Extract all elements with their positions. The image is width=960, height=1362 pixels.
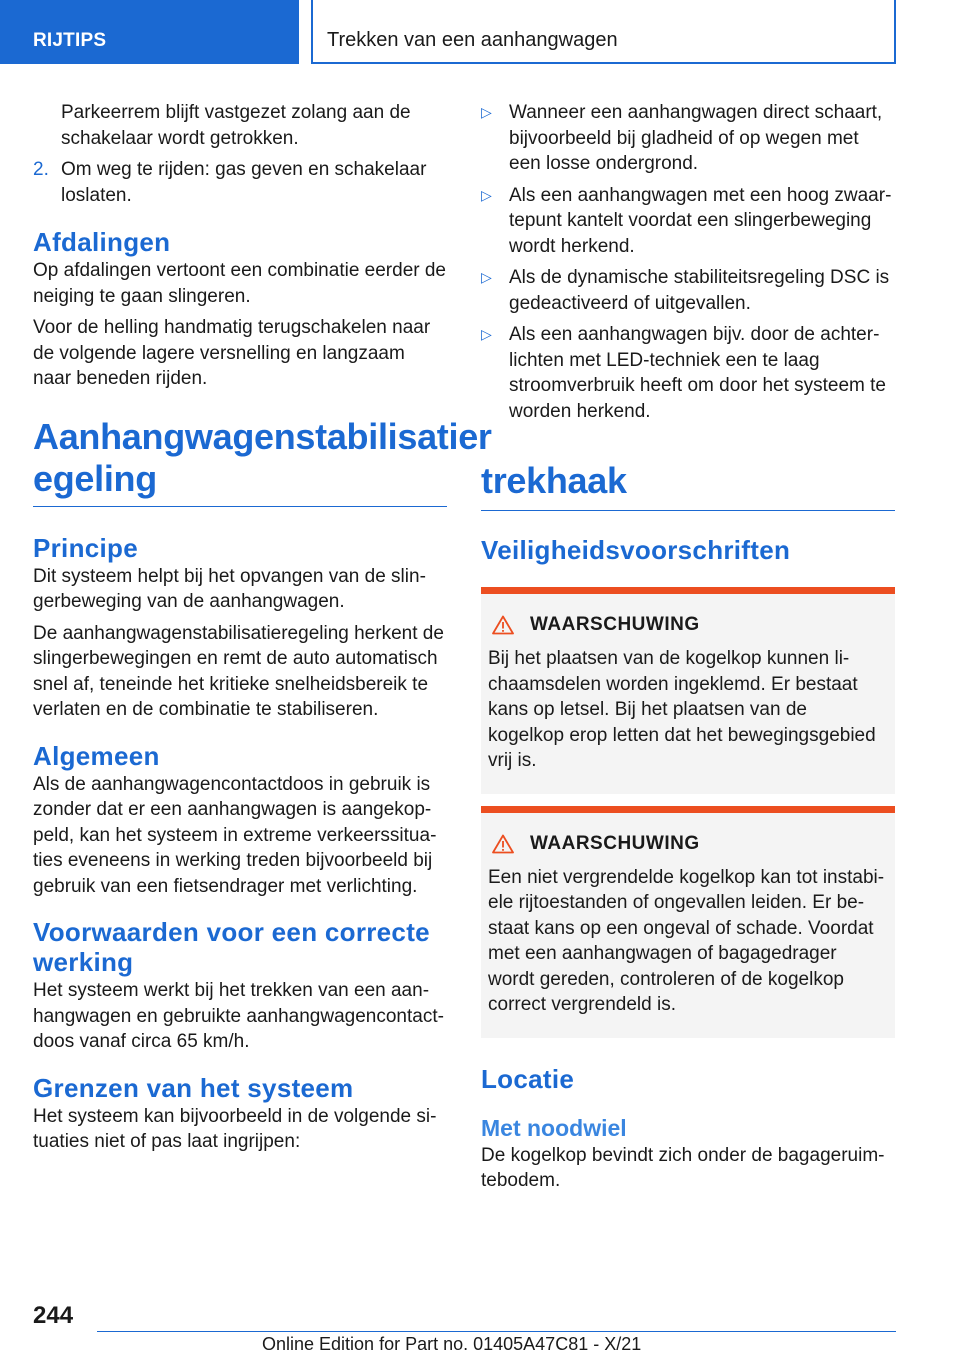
warning-title <box>488 833 887 855</box>
list-item-text: Als de dynamische stabiliteitsregeling DSC is gedeactiveerd of uitgevallen. <box>509 267 890 314</box>
edition-text: Online Edition for Part no. 01405A47C81 - X/21 <box>262 1334 642 1354</box>
list-item-text: Als een aanhangwagen met een hoog zwaartepunt kantelt voordat een slingerbeweging wordt herkend. <box>509 184 892 257</box>
heading-met-noodwiel: Met noodwiel <box>481 1114 627 1141</box>
bullet-triangle-icon: ▷ <box>481 326 492 342</box>
warning-triangle-icon <box>492 834 514 854</box>
list-item <box>481 265 895 316</box>
heading-afdalingen: Afdalingen <box>33 227 171 257</box>
heading-algemeen: Algemeen <box>33 740 160 771</box>
heading-veiligheidsvoorschriften: Veiligheidsvoorschriften <box>481 535 791 565</box>
left-column <box>33 100 492 1161</box>
warning-label: WAARSCHUWING <box>530 614 700 635</box>
warning-triangle-icon <box>492 615 514 635</box>
warning-box-1 <box>481 587 895 794</box>
warning-title <box>488 614 887 636</box>
list-item <box>481 100 895 177</box>
heading-voorwaarden: Voorwaarden voor een correcte werking <box>33 917 430 977</box>
list-item-text: Als een aanhangwagen bijv. door de achterlichten met LED-techniek een te laag stroomverbruik heeft om door het systeem te worden herkend. <box>509 324 886 422</box>
heading-grenzen: Grenzen van het systeem <box>33 1072 354 1103</box>
heading-stabilisatieregeling-line-2: egeling <box>33 457 157 499</box>
bullet-triangle-icon: ▷ <box>481 269 492 285</box>
heading-locatie: Locatie <box>481 1063 575 1094</box>
noodwiel-paragraph: De kogelkop bevindt zich onder de bagageruimtebodem. <box>481 1144 885 1191</box>
warning-label: WAARSCHUWING <box>530 832 700 854</box>
step-2-number: 2. <box>33 159 49 180</box>
afdalingen-paragraph-2: Voor de helling handmatig terugschakelen naar de volgende lagere versnelling en langzaam naar beneden rijden. <box>33 317 431 389</box>
principe-paragraph-1: Dit systeem helpt bij het opvangen van de slingerbeweging van de aanhangwagen. <box>33 565 426 612</box>
heading-trekhaak: trekhaak <box>481 460 627 501</box>
warning-text: Een niet vergrendelde kogelkop kan tot instabiele rijtoestanden of ongevallen leiden. Er bestaat kans op een ongeval of schade. Voordat met een aanhangwagen of bagagedrager wordt gereden, controleren of de kogelkop correct vergrendeld is. <box>488 866 885 1015</box>
section-tab <box>0 0 299 64</box>
voorwaarden-paragraph: Het systeem werkt bij het trekken van een aanhangwagen en gebruikte aanhangwagencontactdoos vanaf circa 65 km/h. <box>33 980 444 1052</box>
page-number: 244 <box>33 1302 74 1329</box>
step-2 <box>33 157 447 208</box>
section-rule <box>481 510 895 511</box>
footer-rule <box>97 1331 896 1332</box>
bullet-triangle-icon: ▷ <box>481 104 492 120</box>
step-2-text: Om weg te rijden: gas geven en schakelaar loslaten. <box>61 159 427 206</box>
afdalingen-paragraph-1: Op afdalingen vertoont een combinatie eerder de neiging te gaan slingeren. <box>33 260 446 307</box>
chapter-header <box>311 0 896 64</box>
list-item-text: Wanneer een aanhangwagen direct schaart, bijvoorbeeld bij gladheid of op wegen met een losse ondergrond. <box>509 102 883 174</box>
heading-stabilisatieregeling-line-1: Aanhangwagenstabilisatier <box>33 415 492 457</box>
list-item <box>481 322 895 424</box>
chapter-title: Trekken van een aanhangwagen <box>327 29 618 51</box>
heading-stabilisatieregeling <box>33 415 492 500</box>
warning-text: Bij het plaatsen van de kogelkop kunnen lichaamsdelen worden ingeklemd. Er bestaat kans op letsel. Bij het plaatsen van de kogelkop erop letten dat het bewegingsgebied vrij is. <box>488 648 876 771</box>
grenzen-paragraph: Het systeem kan bijvoorbeeld in de volgende situaties niet of pas laat ingrijpen: <box>33 1105 437 1152</box>
list-item <box>481 183 895 260</box>
warning-box-2 <box>481 806 895 1038</box>
principe-paragraph-2: De aanhangwagenstabilisatieregeling herkent de slingerbewegingen en remt de auto automatisch snel af, teneinde het kritieke snelheidsbereik te verlaten en de combinatie te stabiliseren. <box>33 622 444 720</box>
bullet-triangle-icon: ▷ <box>481 186 492 203</box>
step-continuation: Parkeerrem blijft vastgezet zolang aan de schakelaar wordt getrokken. <box>61 102 411 149</box>
algemeen-paragraph: Als de aanhangwagencontactdoos in gebruik is zonder dat er een aanhangwagen is aangekoppeld, kan het systeem in extreme verkeerssituaties eveneens in werking treden bijvoorbeeld bij gebruik van een fietsendrager met verlichting. <box>33 773 437 897</box>
right-column <box>481 100 895 1200</box>
section-title: RIJTIPS <box>33 30 107 51</box>
heading-principe: Principe <box>33 532 138 563</box>
section-rule <box>33 506 447 507</box>
